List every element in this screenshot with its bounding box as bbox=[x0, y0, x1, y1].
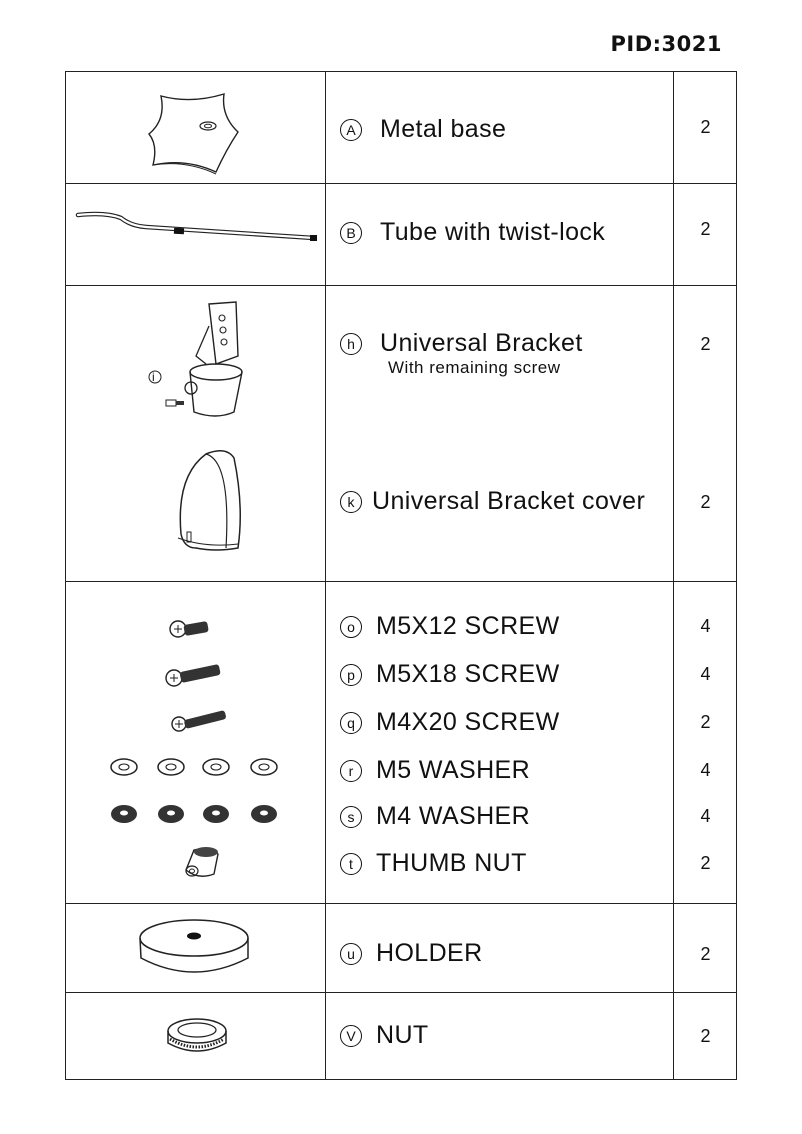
fasteners-illustration bbox=[66, 582, 326, 904]
part-a-qty-cell bbox=[674, 72, 737, 184]
table-row bbox=[66, 904, 737, 993]
part-p-qty: 4 bbox=[700, 664, 711, 684]
nut-illustration bbox=[66, 993, 326, 1080]
metal-base-illustration bbox=[66, 72, 326, 184]
part-a-line bbox=[340, 115, 506, 144]
table-row bbox=[66, 184, 737, 286]
holder-icon bbox=[66, 904, 326, 993]
part-q-name: M4X20 SCREW bbox=[376, 708, 560, 736]
callout-i-label: i bbox=[152, 370, 155, 384]
part-u-letter: u bbox=[340, 943, 362, 965]
part-s-qty: 4 bbox=[700, 806, 711, 826]
part-h-line bbox=[340, 329, 583, 358]
tube-illustration bbox=[66, 184, 326, 286]
part-o-name: M5X12 SCREW bbox=[376, 612, 560, 640]
part-p-line bbox=[340, 660, 560, 689]
part-h-k-qty-cell bbox=[674, 286, 737, 582]
part-u-cell bbox=[326, 904, 674, 993]
part-a-letter: A bbox=[340, 119, 362, 141]
part-v-cell bbox=[326, 993, 674, 1080]
fasteners-qty-cell bbox=[674, 582, 737, 904]
bracket-illustration bbox=[66, 286, 326, 582]
part-a-name: Metal base bbox=[380, 115, 507, 143]
table-row bbox=[66, 286, 737, 582]
part-b-line bbox=[340, 218, 605, 247]
part-u-qty: 2 bbox=[700, 944, 711, 964]
part-r-letter: r bbox=[340, 760, 362, 782]
part-k-letter: k bbox=[340, 491, 362, 513]
part-p-name: M5X18 SCREW bbox=[376, 660, 560, 688]
part-h-name: Universal Bracket bbox=[380, 329, 583, 357]
fasteners-cell bbox=[326, 582, 674, 904]
part-q-line bbox=[340, 708, 560, 737]
part-r-line bbox=[340, 756, 530, 785]
part-v-qty: 2 bbox=[700, 1026, 711, 1046]
part-v-name: NUT bbox=[376, 1021, 429, 1049]
nut-icon bbox=[66, 993, 326, 1080]
table-row bbox=[66, 72, 737, 184]
part-u-qty-cell bbox=[674, 904, 737, 993]
part-b-qty: 2 bbox=[700, 219, 711, 239]
part-a-qty: 2 bbox=[700, 117, 711, 137]
part-t-line bbox=[340, 849, 527, 878]
holder-illustration bbox=[66, 904, 326, 993]
part-v-letter: V bbox=[340, 1025, 362, 1047]
part-h-subtitle: With remaining screw bbox=[388, 358, 561, 377]
part-h-k-cell bbox=[326, 286, 674, 582]
part-o-line bbox=[340, 612, 560, 641]
screw-icon bbox=[66, 582, 326, 904]
part-o-letter: o bbox=[340, 616, 362, 638]
part-r-name: M5 WASHER bbox=[376, 756, 531, 784]
part-u-name: HOLDER bbox=[376, 939, 483, 967]
part-k-name: Universal Bracket cover bbox=[372, 487, 646, 515]
part-s-line bbox=[340, 802, 530, 831]
part-v-line bbox=[340, 1021, 429, 1050]
parts-table bbox=[65, 71, 737, 1080]
part-t-letter: t bbox=[340, 853, 362, 875]
part-s-name: M4 WASHER bbox=[376, 802, 531, 830]
part-b-cell bbox=[326, 184, 674, 286]
part-b-name: Tube with twist-lock bbox=[380, 218, 606, 246]
part-o-qty: 4 bbox=[700, 616, 711, 636]
part-r-qty: 4 bbox=[700, 760, 711, 780]
part-h-letter: h bbox=[340, 333, 362, 355]
part-s-letter: s bbox=[340, 806, 362, 828]
table-row bbox=[66, 993, 737, 1080]
part-q-letter: q bbox=[340, 712, 362, 734]
tube-icon bbox=[66, 184, 326, 286]
part-k-qty: 2 bbox=[700, 492, 711, 512]
product-id: PID:3021 bbox=[610, 32, 722, 56]
part-t-qty: 2 bbox=[700, 853, 711, 873]
universal-bracket-icon bbox=[66, 286, 326, 582]
part-b-qty-cell bbox=[674, 184, 737, 286]
part-h-qty: 2 bbox=[700, 334, 711, 354]
part-u-line bbox=[340, 939, 483, 968]
part-q-qty: 2 bbox=[700, 712, 711, 732]
part-v-qty-cell bbox=[674, 993, 737, 1080]
part-t-name: THUMB NUT bbox=[376, 849, 527, 877]
table-row bbox=[66, 582, 737, 904]
metal-base-icon bbox=[66, 72, 326, 184]
part-p-letter: p bbox=[340, 664, 362, 686]
part-a-cell bbox=[326, 72, 674, 184]
part-b-letter: B bbox=[340, 222, 362, 244]
part-k-line bbox=[340, 487, 645, 516]
